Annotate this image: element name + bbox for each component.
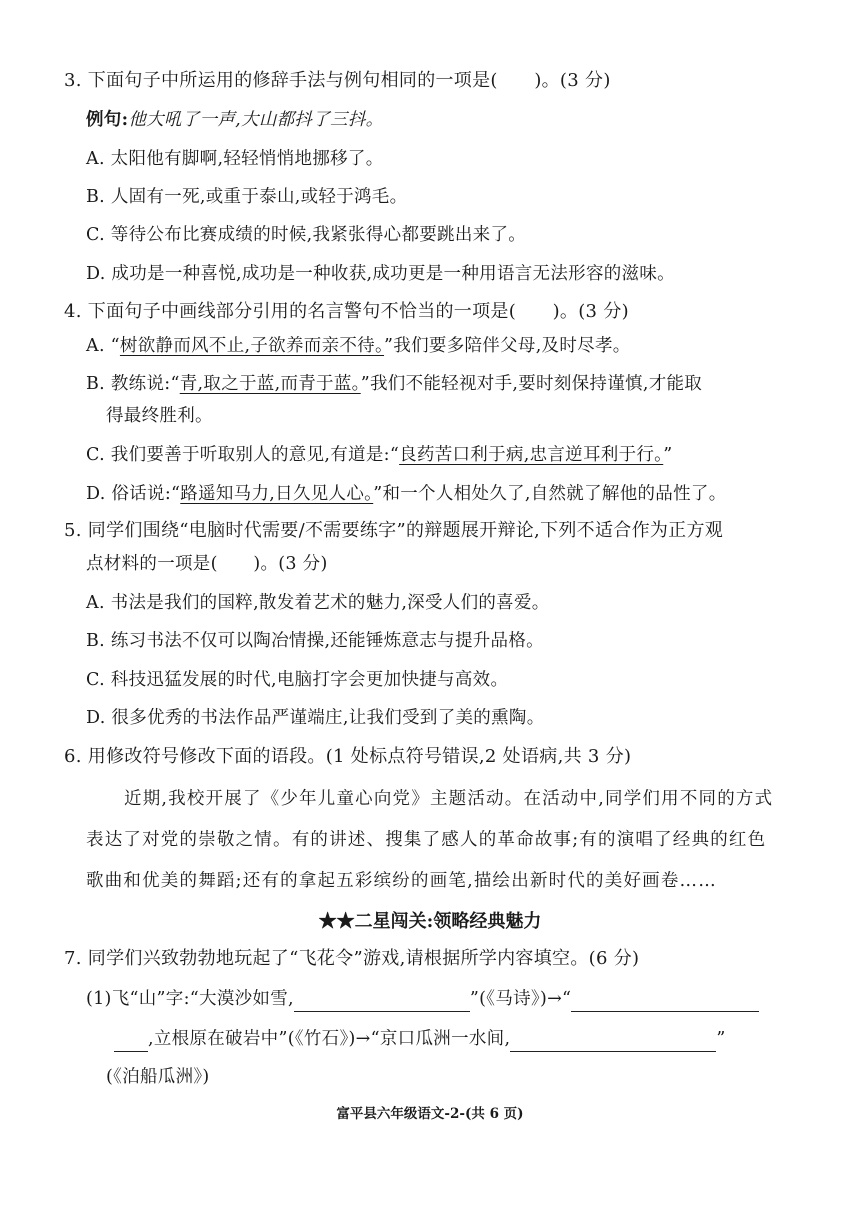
q4-c-suffix: ” [663, 445, 673, 465]
q4-option-b-continued: 得最终胜利。 [106, 406, 213, 426]
q3-example [86, 107, 383, 133]
q7-line2 [114, 1026, 726, 1052]
q3-option-b: B. 人固有一死,或重于泰山,或轻于鸿毛。 [86, 187, 408, 207]
q4-b-prefix: B. 教练说:“ [86, 374, 180, 394]
q7-l2-middle: ,立根原在破岩中”(《竹石》)→“京口瓜洲一水间, [148, 1029, 511, 1049]
q7-line3: (《泊船瓜洲》) [106, 1067, 210, 1087]
q7-stem: 7. 同学们兴致勃勃地玩起了“飞花令”游戏,请根据所学内容填空。(6 分) [64, 948, 640, 969]
q5-option-c: C. 科技迅猛发展的时代,电脑打字会更加快捷与高效。 [86, 670, 509, 690]
fill-blank[interactable] [571, 991, 759, 1012]
q6-passage-line: 表达了对党的崇敬之情。有的讲述、搜集了感人的革命故事;有的演唱了经典的红色 [86, 830, 767, 850]
q4-c-underlined-quote: 良药苦口利于病,忠言逆耳利于行。 [399, 445, 664, 465]
fill-blank[interactable] [294, 991, 470, 1012]
q3-example-text: 他大吼了一声,大山都抖了三抖。 [128, 110, 384, 130]
q7-l1-middle: ”(《马诗》)→“ [469, 989, 572, 1009]
q3-option-a: A. 太阳他有脚啊,轻轻悄悄地挪移了。 [86, 149, 384, 169]
q7-l1-prefix: (1)飞“山”字:“大漠沙如雪, [86, 989, 294, 1009]
q4-b-underlined-quote: 青,取之于蓝,而青于蓝。 [179, 374, 361, 394]
q4-a-underlined-quote: 树欲静而风不止,子欲养而亲不待。 [119, 336, 385, 356]
section-heading: ★★二星闯关:领略经典魅力 [318, 911, 542, 932]
q5-stem-line1: 5. 同学们围绕“电脑时代需要/不需要练字”的辩题展开辩论,下列不适合作为正方观 [64, 520, 724, 541]
q3-option-d: D. 成功是一种喜悦,成功是一种收获,成功更是一种用语言无法形容的滋味。 [86, 264, 675, 284]
q3-stem: 3. 下面句子中所运用的修辞手法与例句相同的一项是( )。(3 分) [64, 70, 611, 91]
q4-stem: 4. 下面句子中画线部分引用的名言警句不恰当的一项是( )。(3 分) [64, 301, 629, 322]
q4-a-prefix: A. “ [86, 336, 120, 356]
q4-a-suffix: ”我们要多陪伴父母,及时尽孝。 [384, 336, 631, 356]
q4-b-suffix: ”我们不能轻视对手,要时刻保持谨慎,才能取 [360, 374, 703, 394]
q5-option-d: D. 很多优秀的书法作品严谨端庄,让我们受到了美的熏陶。 [86, 708, 545, 728]
q4-option-c [86, 442, 672, 468]
q7-line1 [86, 986, 759, 1012]
q5-stem-line2: 点材料的一项是( )。(3 分) [86, 554, 328, 574]
fill-blank[interactable] [510, 1031, 716, 1052]
q3-example-label: 例句: [86, 110, 129, 130]
q6-passage-line: 近期,我校开展了《少年儿童心向党》主题活动。在活动中,同学们用不同的方式 [124, 789, 774, 809]
q4-d-suffix: ”和一个人相处久了,自然就了解他的品性了。 [373, 484, 727, 504]
q4-option-d [86, 481, 727, 507]
q5-option-b: B. 练习书法不仅可以陶冶情操,还能锤炼意志与提升品格。 [86, 631, 544, 651]
q4-d-prefix: D. 俗话说:“ [86, 484, 181, 504]
q6-stem: 6. 用修改符号修改下面的语段。(1 处标点符号错误,2 处语病,共 3 分) [64, 746, 632, 767]
q4-c-prefix: C. 我们要善于听取别人的意见,有道是:“ [86, 445, 400, 465]
q7-l2-end: ” [716, 1029, 726, 1049]
q5-option-a: A. 书法是我们的国粹,散发着艺术的魅力,深受人们的喜爱。 [86, 593, 550, 613]
q6-passage-line: 歌曲和优美的舞蹈;还有的拿起五彩缤纷的画笔,描绘出新时代的美好画卷…… [86, 871, 717, 891]
q4-option-a [86, 333, 631, 359]
q3-option-c: C. 等待公布比赛成绩的时候,我紧张得心都要跳出来了。 [86, 225, 527, 245]
q4-option-b [86, 371, 702, 397]
fill-blank[interactable] [114, 1031, 148, 1052]
page-footer: 富平县六年级语文-2-(共 6 页) [336, 1106, 524, 1122]
q4-d-underlined-quote: 路遥知马力,日久见人心。 [180, 484, 374, 504]
